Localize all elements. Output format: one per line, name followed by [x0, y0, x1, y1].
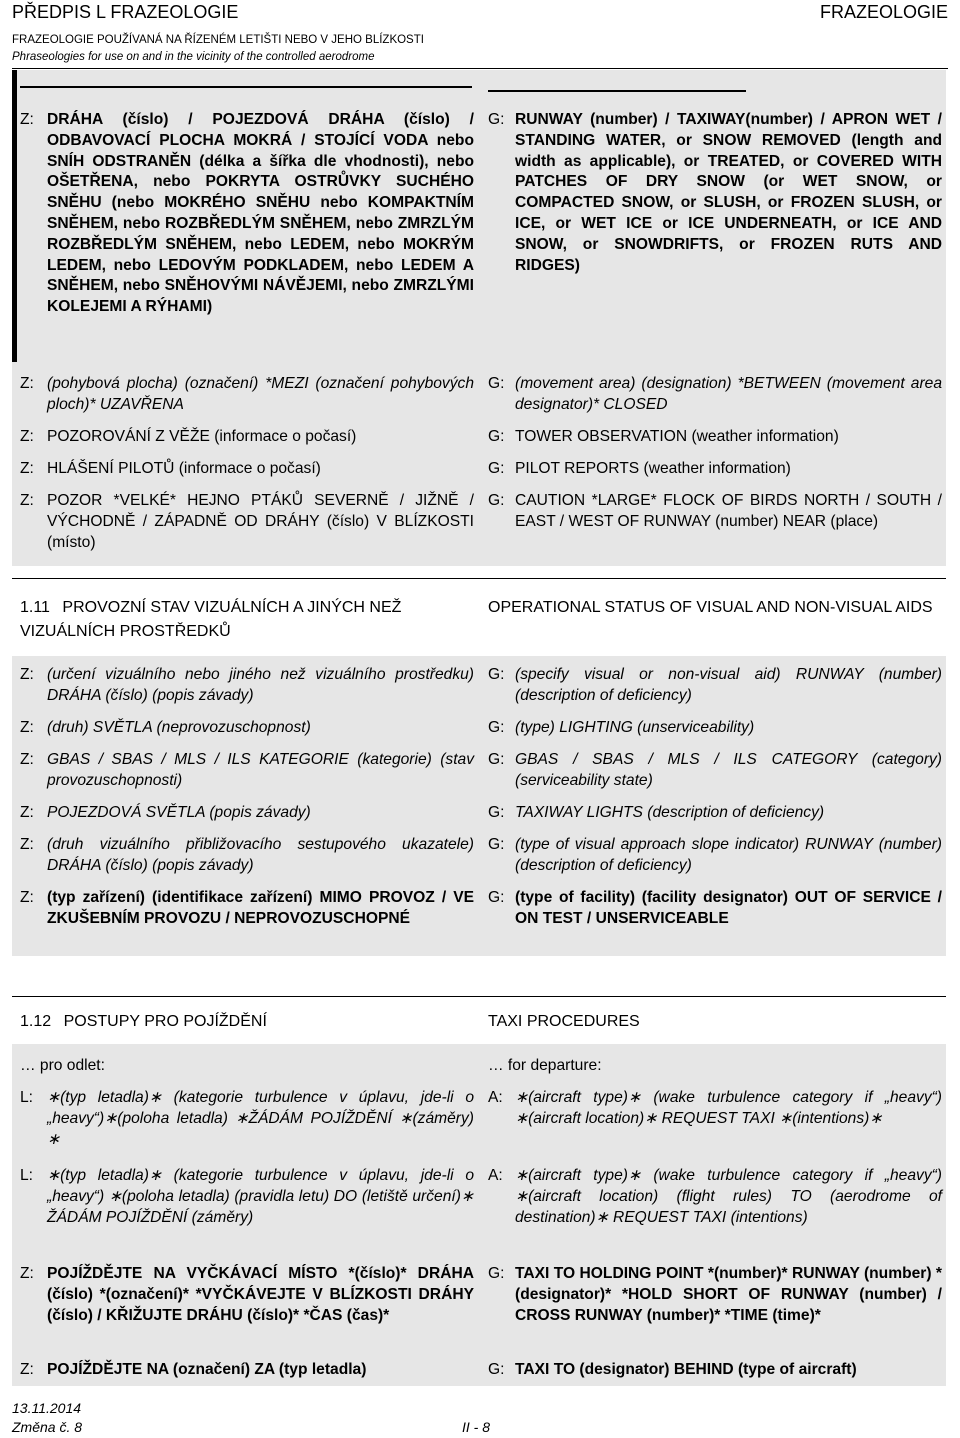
prefix-a: A:: [488, 1167, 503, 1184]
prefix-z: Z:: [20, 111, 34, 128]
prefix-z: Z:: [20, 492, 34, 509]
section-111-title-en: OPERATIONAL STATUS OF VISUAL AND NON-VISUAL AIDS: [488, 599, 933, 616]
phrase-text: HLÁŠENÍ PILOTŮ (informace o počasí): [47, 460, 321, 477]
prefix-g: G:: [488, 889, 505, 906]
phrase-text: (určení vizuálního nebo jiného než vizuálního prostředku) DRÁHA (číslo) (popis závady): [47, 666, 474, 704]
phrase-text: (type of visual approach slope indicator) RUNWAY (number) (description of deficiency): [515, 836, 942, 874]
header-left-title: PŘEDPIS L FRAZEOLOGIE: [12, 2, 239, 22]
prefix-g: G:: [488, 804, 505, 821]
prefix-g: G:: [488, 375, 505, 392]
phrase-text: RUNWAY (number) / TAXIWAY(number) / APRON WET / STANDING WATER, or SNOW REMOVED (length and width as applicable), or TREATED, or COVERED WITH PATCHES OF DRY SNOW (or WET SNOW, or COMPACTED SNOW, or SLUSH, or FROZEN SLUSH, or ICE, or WET ICE or ICE UNDERNEATH, or ICE AND SNOW, or SNOWDRIFTS, or FROZEN RUTS AND RIDGES): [515, 111, 942, 274]
phrase-text: CAUTION *LARGE* FLOCK OF BIRDS NORTH / SOUTH / EAST / WEST OF RUNWAY (number) NEAR (place): [515, 492, 942, 530]
phrase-text: GBAS / SBAS / MLS / ILS CATEGORY (category) (serviceability state): [515, 751, 942, 789]
gap-rule-right: [488, 90, 746, 92]
phrase-text: TOWER OBSERVATION (weather information): [515, 428, 839, 445]
prefix-z: Z:: [20, 804, 34, 821]
phrase-text: TAXI TO (designator) BEHIND (type of aircraft): [515, 1361, 857, 1378]
prefix-z: Z:: [20, 719, 34, 736]
section-112-title-en: TAXI PROCEDURES: [488, 1013, 640, 1030]
prefix-g: G:: [488, 666, 505, 683]
phrase-text: DRÁHA (číslo) / POJEZDOVÁ DRÁHA (číslo) / ODBAVOVACÍ PLOCHA MOKRÁ / STOJÍCÍ VODA nebo SNÍH ODSTRANĚN (délka a šířka dle vhodnosti), nebo OŠETŘENA, nebo POKRYTA OSTRŮVKY SUCHÉHO SNĚHU (nebo MOKRÉHO SNĚHU nebo KOMPAKTNÍM SNĚHEM, nebo ROZBŘEDLÝM SNĚHEM, nebo ZMRZLÝM ROZBŘEDLÝM SNĚHEM, nebo LEDEM, nebo MOKRÝM LEDEM, nebo LEDOVÝM PODKLADEM, nebo LEDEM A SNĚHEM, nebo SNĚHOVÝMI NÁVĚJEMI, nebo ZMRZLÝMI KOLEJEMI A RÝHAMI): [47, 111, 474, 316]
prefix-z: Z:: [20, 889, 34, 906]
footer-change: Změna č. 8: [12, 1419, 83, 1435]
phrase-text: PILOT REPORTS (weather information): [515, 460, 791, 477]
prefix-g: G:: [488, 751, 505, 768]
prefix-z: Z:: [20, 1361, 34, 1378]
phrase-text: TAXI TO HOLDING POINT *(number)* RUNWAY (number) *(designator)* *HOLD SHORT OF RUNWAY (number) / CROSS RUNWAY (number)* *TIME (time)*: [515, 1265, 942, 1324]
phrase-text: ∗(aircraft type)∗ (wake turbulence category if „heavy“) ∗(aircraft location)∗ REQUEST TAXI ∗(intentions)∗: [515, 1089, 942, 1127]
section-number: 1.12: [20, 1013, 52, 1030]
phrase-text: (type of facility) (facility designator) OUT OF SERVICE / ON TEST / UNSERVICEABLE: [515, 889, 942, 927]
prefix-z: Z:: [20, 836, 34, 853]
phrase-text: TAXIWAY LIGHTS (description of deficiency): [515, 804, 825, 821]
prefix-z: Z:: [20, 428, 34, 445]
phrase-text: (type) LIGHTING (unserviceability): [515, 719, 755, 736]
subsection-departure-en: … for departure:: [488, 1057, 602, 1074]
prefix-z: Z:: [20, 1265, 34, 1282]
phrase-text: (specify visual or non-visual aid) RUNWAY (number) (description of deficiency): [515, 666, 942, 704]
prefix-z: Z:: [20, 375, 34, 392]
page-header: [12, 2, 948, 30]
prefix-a: A:: [488, 1089, 503, 1106]
phrase-text: POJEZDOVÁ SVĚTLA (popis závady): [47, 804, 311, 821]
prefix-z: Z:: [20, 460, 34, 477]
prefix-g: G:: [488, 836, 505, 853]
subsection-departure-cz: … pro odlet:: [20, 1057, 105, 1074]
header-subtitle-cz: FRAZEOLOGIE POUŽÍVANÁ NA ŘÍZENÉM LETIŠTI NEBO V JEHO BLÍZKOSTI: [12, 34, 424, 46]
phrase-text: (druh) SVĚTLA (neprovozuschopnost): [47, 719, 311, 736]
phrase-text: ∗(typ letadla)∗ (kategorie turbulence v úplavu, jde-li o „heavy“)∗(poloha letadla) ∗ŽÁDÁM POJÍŽDĚNÍ ∗(záměry) ∗: [47, 1089, 474, 1148]
prefix-g: G:: [488, 111, 505, 128]
prefix-z: Z:: [20, 666, 34, 683]
footer-page-number: II - 8: [462, 1419, 491, 1435]
prefix-l: L:: [20, 1089, 34, 1106]
phrase-text: POZOR *VELKÉ* HEJNO PTÁKŮ SEVERNĚ / JIŽNĚ / VÝCHODNĚ / ZÁPADNĚ OD DRÁHY (číslo) V BLÍZKOSTI (místo): [47, 492, 474, 551]
section-rule-112: [12, 996, 946, 997]
header-subtitle-en: Phraseologies for use on and in the vicinity of the controlled aerodrome: [12, 51, 375, 63]
gap-rule-left: [20, 86, 472, 88]
prefix-g: G:: [488, 428, 505, 445]
prefix-g: G:: [488, 719, 505, 736]
phrase-text: (movement area) (designation) *BETWEEN (movement area designator)* CLOSED: [515, 375, 942, 413]
section-title-cz: PROVOZNÍ STAV VIZUÁLNÍCH A JINÝCH NEŽ VIZUÁLNÍCH PROSTŘEDKŮ: [20, 599, 402, 640]
prefix-l: L:: [20, 1167, 34, 1184]
section-111-title-cz: [20, 596, 474, 644]
header-right-title: FRAZEOLOGIE: [819, 2, 948, 22]
prefix-g: G:: [488, 460, 505, 477]
prefix-g: G:: [488, 492, 505, 509]
footer-date: 13.11.2014: [12, 1400, 82, 1416]
prefix-z: Z:: [20, 751, 34, 768]
section-title-cz: POSTUPY PRO POJÍŽDĚNÍ: [63, 1013, 267, 1030]
header-rule: [12, 68, 948, 69]
phrase-text: (typ zařízení) (identifikace zařízení) MIMO PROVOZ / VE ZKUŠEBNÍM PROVOZU / NEPROVOZUSCHOPNÉ: [47, 889, 474, 927]
phrase-text: POJÍŽDĚJTE NA (označení) ZA (typ letadla): [47, 1361, 367, 1378]
phrase-text: POJÍŽDĚJTE NA VYČKÁVACÍ MÍSTO *(číslo)* DRÁHA (číslo) *(označení)* *VYČKÁVEJTE V BLÍZKOSTI DRÁHY (číslo) / KŘIŽUJTE DRÁHU (číslo)* *ČAS (čas)*: [47, 1265, 474, 1324]
phrase-text: ∗(aircraft type)∗ (wake turbulence category if „heavy“) ∗(aircraft location) (flight rules) TO (aerodrome of destination)∗ REQUEST TAXI (intentions): [515, 1167, 942, 1226]
phrase-text: GBAS / SBAS / MLS / ILS KATEGORIE (kategorie) (stav provozuschopnosti): [47, 751, 474, 789]
prefix-g: G:: [488, 1265, 505, 1282]
section-rule-111: [12, 578, 946, 579]
section-112-title-cz: [20, 1013, 474, 1031]
change-bar: [12, 70, 17, 362]
phrase-text: (druh vizuálního přibližovacího sestupového ukazatele) DRÁHA (číslo) (popis závady): [47, 836, 474, 874]
section-number: 1.11: [20, 599, 50, 616]
phrase-text: (pohybová plocha) (označení) *MEZI (označení pohybových ploch)* UZAVŘENA: [47, 375, 474, 413]
phrase-text: ∗(typ letadla)∗ (kategorie turbulence v úplavu, jde-li o „heavy“) ∗(poloha letadla) (pravidla letu) DO (letiště určení)∗ ŽÁDÁM POJÍŽDĚNÍ (záměry): [47, 1167, 474, 1226]
phrase-text: POZOROVÁNÍ Z VĚŽE (informace o počasí): [47, 428, 357, 445]
prefix-g: G:: [488, 1361, 505, 1378]
